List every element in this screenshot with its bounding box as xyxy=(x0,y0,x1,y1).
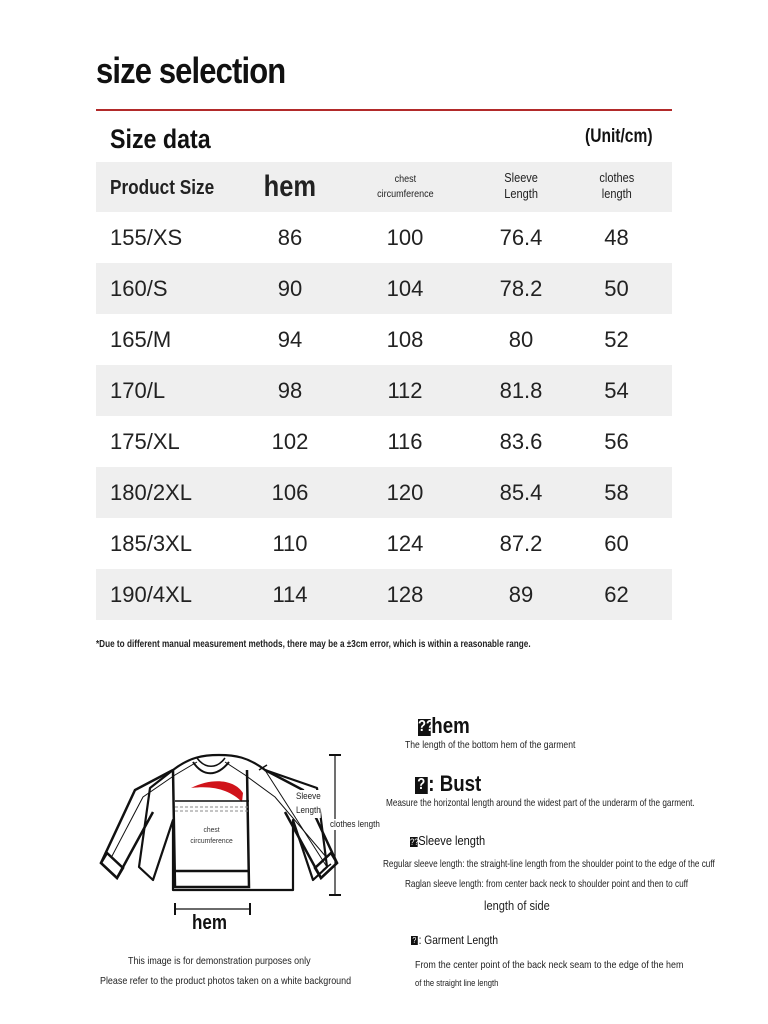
cell-length: 62 xyxy=(604,581,629,607)
legend-hem-title: ??hem xyxy=(418,713,470,738)
cell-length: 54 xyxy=(604,377,629,403)
size-table xyxy=(96,162,672,620)
cell-length: 60 xyxy=(604,530,629,556)
legend-hem-desc: The length of the bottom hem of the garment xyxy=(405,739,576,751)
marker-icon: ? xyxy=(415,777,427,794)
table-row xyxy=(96,314,672,365)
cell-sleeve: 81.8 xyxy=(499,377,543,403)
cell-chest: 112 xyxy=(387,377,423,403)
unit-label: (Unit/cm) xyxy=(585,126,653,147)
column-header-chest: chest circumference xyxy=(376,173,434,200)
cell-length: 58 xyxy=(604,479,629,505)
table-row xyxy=(96,263,672,314)
cell-size: 190/4XL xyxy=(110,581,192,607)
cell-sleeve: 85.4 xyxy=(499,479,543,505)
cell-sleeve: 87.2 xyxy=(499,530,543,556)
table-row xyxy=(96,569,672,620)
cell-chest: 104 xyxy=(386,275,424,301)
column-header-hem: hem xyxy=(263,170,317,203)
cell-size: 175/XL xyxy=(110,428,180,454)
cell-sleeve: 89 xyxy=(508,581,534,607)
sweater-diagram xyxy=(95,745,395,945)
table-row xyxy=(96,467,672,518)
diagram-label-clothes-length: clothes length xyxy=(330,819,380,830)
cell-chest: 128 xyxy=(386,581,424,607)
cell-hem: 110 xyxy=(272,530,308,556)
legend-sleeve-desc-regular: Regular sleeve length: the straight-line length from the shoulder point to the edge of the cuff xyxy=(383,858,715,870)
marker-icon: ?? xyxy=(418,717,434,735)
cell-chest: 108 xyxy=(386,326,424,352)
cell-hem: 94 xyxy=(277,326,303,352)
cell-hem: 114 xyxy=(272,581,308,607)
cell-sleeve: 83.6 xyxy=(499,428,543,454)
page-title: size selection xyxy=(96,50,286,91)
cell-sleeve: 80 xyxy=(508,326,534,352)
diagram-label-hem: hem xyxy=(192,912,227,934)
cell-hem: 98 xyxy=(277,377,303,403)
cell-length: 50 xyxy=(604,275,629,301)
column-header-clothes-length: clothes length xyxy=(599,171,634,201)
cell-length: 48 xyxy=(604,224,629,250)
measurement-note: *Due to different manual measurement methods, there may be a ±3cm error, which is within a reasonable range. xyxy=(96,638,531,650)
cell-length: 52 xyxy=(604,326,629,352)
cell-sleeve: 76.4 xyxy=(499,224,543,250)
cell-hem: 86 xyxy=(277,224,303,250)
cell-hem: 106 xyxy=(271,479,309,505)
cell-length: 56 xyxy=(604,428,629,454)
cell-size: 185/3XL xyxy=(110,530,192,556)
title-divider xyxy=(96,109,672,111)
table-row xyxy=(96,518,672,569)
cell-chest: 100 xyxy=(386,224,424,250)
legend-bust-title: ? : Bust xyxy=(415,771,481,797)
brand-logo-icon xyxy=(191,781,243,802)
cell-hem: 102 xyxy=(271,428,309,454)
table-row xyxy=(96,212,672,263)
cell-size: 160/S xyxy=(110,275,168,301)
legend-sleeve-desc-raglan: Raglan sleeve length: from center back neck to shoulder point and then to cuff xyxy=(405,878,689,890)
table-row xyxy=(96,365,672,416)
cell-chest: 124 xyxy=(386,530,424,556)
legend-garment-desc-2: of the straight line length xyxy=(415,978,499,988)
column-header-sleeve: Sleeve Length xyxy=(504,171,538,201)
legend-garment-title: ? : Garment Length xyxy=(412,933,499,947)
cell-size: 165/M xyxy=(110,326,172,352)
cell-size: 180/2XL xyxy=(110,479,192,505)
demo-disclaimer: This image is for demonstration purposes only xyxy=(128,955,311,967)
legend-garment-desc-1: From the center point of the back neck seam to the edge of the hem xyxy=(415,959,684,971)
marker-icon: ?? xyxy=(410,836,419,847)
legend-bust-desc: Measure the horizontal length around the widest part of the underarm of the garment. xyxy=(386,797,695,809)
diagram-label-chest: chest circumference xyxy=(190,825,233,845)
column-header-product-size: Product Size xyxy=(110,177,215,199)
cell-hem: 90 xyxy=(277,275,303,301)
marker-icon: ? xyxy=(412,935,417,946)
cell-sleeve: 78.2 xyxy=(499,275,543,301)
cell-chest: 116 xyxy=(387,428,423,454)
legend-sleeve-desc-side: length of side xyxy=(484,898,550,913)
photo-disclaimer: Please refer to the product photos taken on a white background xyxy=(100,975,352,987)
table-row xyxy=(96,416,672,467)
cell-size: 155/XS xyxy=(110,224,183,250)
cell-size: 170/L xyxy=(110,377,166,403)
legend-sleeve-title: ??Sleeve length xyxy=(410,833,486,848)
table-header-row xyxy=(96,162,672,212)
size-data-heading: Size data xyxy=(110,124,211,154)
diagram-label-sleeve: Sleeve Length xyxy=(296,791,321,816)
cell-chest: 120 xyxy=(386,479,424,505)
